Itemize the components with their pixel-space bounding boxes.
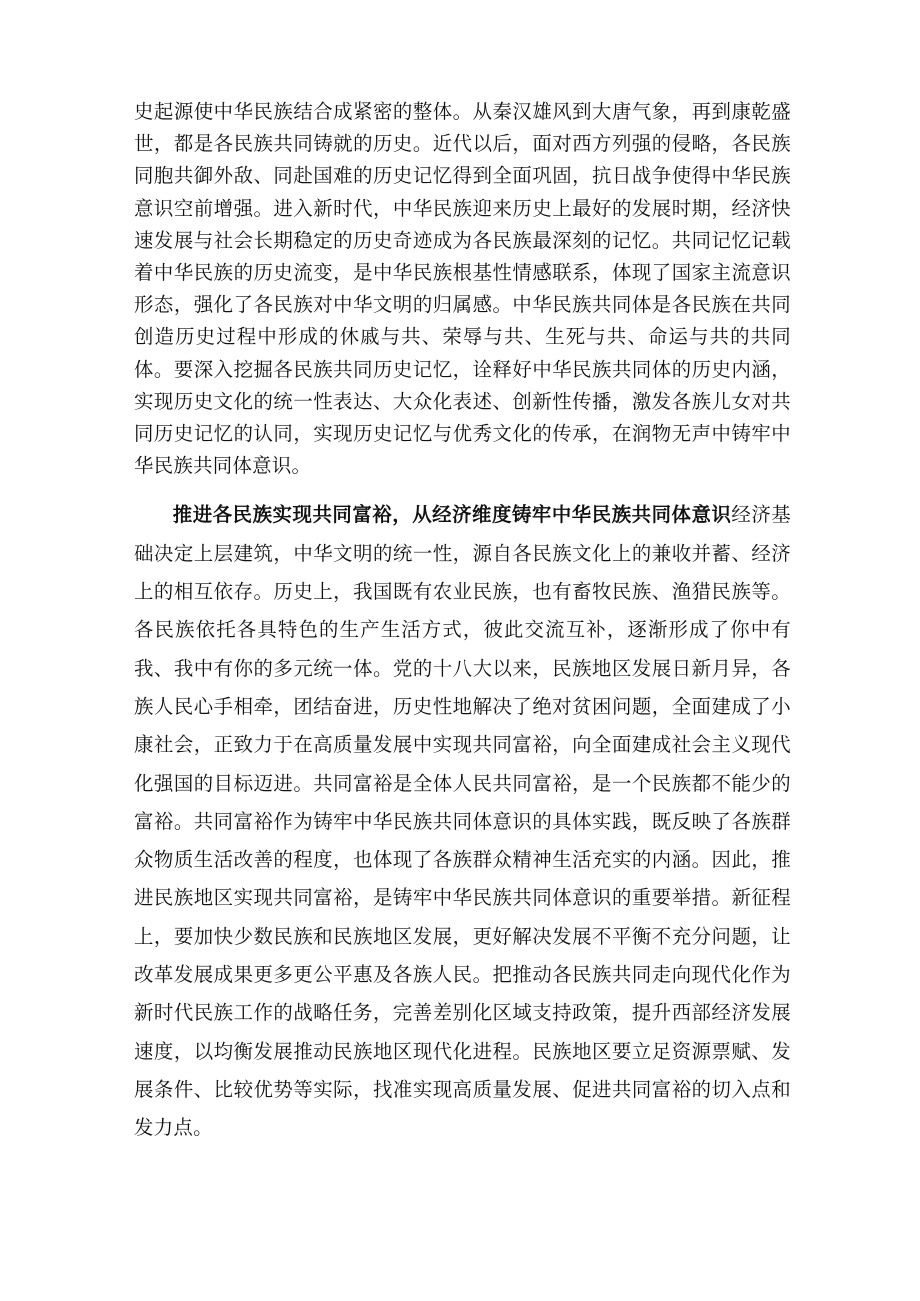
paragraph-historical-memory: 史起源使中华民族结合成紧密的整体。从秦汉雄风到大唐气象，再到康乾盛世，都是各民族共同铸就的历史。近代以后，面对西方列强的侵略，各民族同胞共御外敌、同赴国难的历史记忆得到全面巩固，抗日战争使得中华民族意识空前增强。进入新时代，中华民族迎来历史上最好的发展时期，经济快速发展与社会长期稳定的历史奇迹成为各民族最深刻的记忆。共同记忆记载着中华民族的历史流变，是中华民族根基性情感联系，体现了国家主流意识形态，强化了各民族对中华文明的归属感。中华民族共同体是各民族在共同创造历史过程中形成的休戚与共、荣辱与共、生死与共、命运与共的共同体。要深入挖掘各民族共同历史记忆，诠释好中华民族共同体的历史内涵，实现历史文化的统一性表达、大众化表述、创新性传播，激发各族儿女对共同历史记忆的认同，实现历史记忆与优秀文化的传承，在润物无声中铸牢中华民族共同体意识。 [134, 100, 791, 478]
paragraph-heading: 推进各民族实现共同富裕，从经济维度铸牢中华民族共同体意识 [172, 503, 732, 527]
paragraph-common-prosperity [134, 496, 791, 1147]
document-page [134, 96, 791, 1147]
paragraph-body: 经济基础决定上层建筑，中华文明的统一性，源自各民族文化上的兼收并蓄、经济上的相互依存。历史上，我国既有农业民族，也有畜牧民族、渔猎民族等。各民族依托各具特色的生产生活方式，彼此交流互补，逐渐形成了你中有我、我中有你的多元统一体。党的十八大以来，民族地区发展日新月异，各族人民心手相牵，团结奋进，历史性地解决了绝对贫困问题，全面建成了小康社会，正致力于在高质量发展中实现共同富裕，向全面建成社会主义现代化强国的目标迈进。共同富裕是全体人民共同富裕，是一个民族都不能少的富裕。共同富裕作为铸牢中华民族共同体意识的具体实践，既反映了各族群众物质生活改善的程度，也体现了各族群众精神生活充实的内涵。因此，推进民族地区实现共同富裕，是铸牢中华民族共同体意识的重要举措。新征程上，要加快少数民族和民族地区发展，更好解决发展不平衡不充分问题，让改革发展成果更多更公平惠及各族人民。把推动各民族共同走向现代化作为新时代民族工作的战略任务，完善差别化区域支持政策，提升西部经济发展速度，以均衡发展推动民族地区现代化进程。民族地区要立足资源票赋、发展条件、比较优势等实际，找准实现高质量发展、促进共同富裕的切入点和发力点。 [134, 503, 791, 1140]
